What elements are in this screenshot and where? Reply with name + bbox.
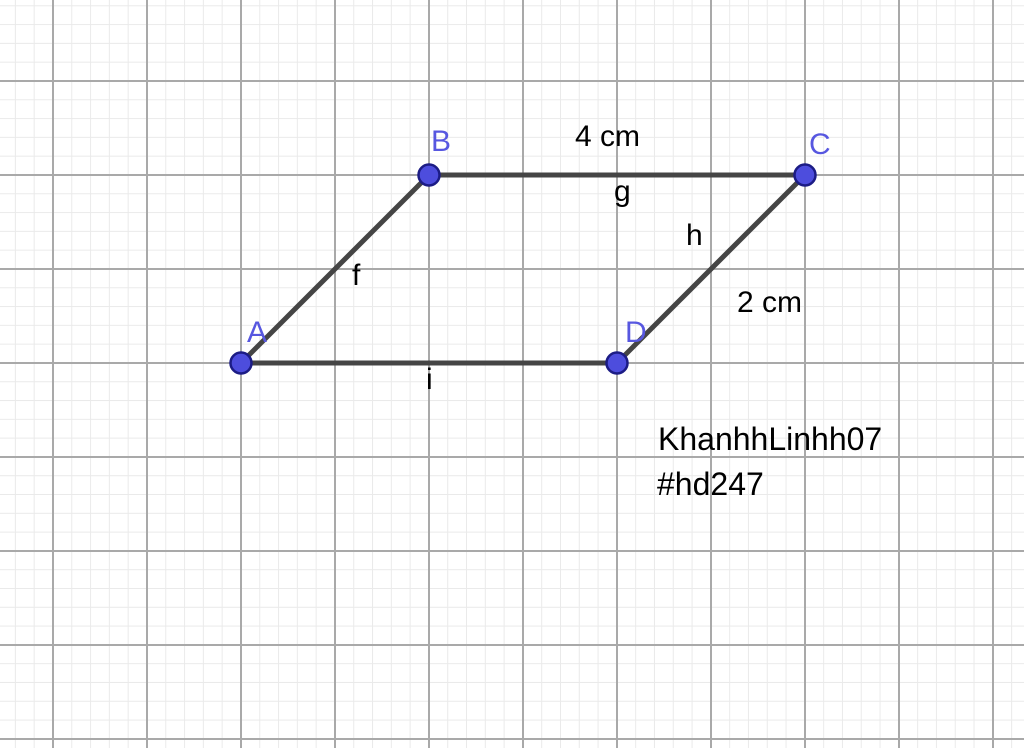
vertex-label-b: B <box>431 125 452 158</box>
watermark-username: KhanhhLinhh07 <box>658 421 883 457</box>
point-B[interactable] <box>419 165 440 186</box>
vertex-label-d: D <box>625 316 647 349</box>
measurement-label-bc: 4 cm <box>575 120 641 153</box>
segment-label-i: i <box>426 363 433 396</box>
segment-label-h: h <box>686 219 703 252</box>
segment-label-f: f <box>352 259 361 292</box>
watermark-hashtag: #hd247 <box>657 466 764 502</box>
segment-label-g: g <box>614 175 631 208</box>
measurement-label-cd: 2 cm <box>737 286 803 319</box>
point-A[interactable] <box>231 353 252 374</box>
vertex-label-a: A <box>247 316 268 349</box>
point-D[interactable] <box>607 353 628 374</box>
point-C[interactable] <box>795 165 816 186</box>
vertex-label-c: C <box>809 128 831 161</box>
segment-f[interactable] <box>241 175 429 363</box>
